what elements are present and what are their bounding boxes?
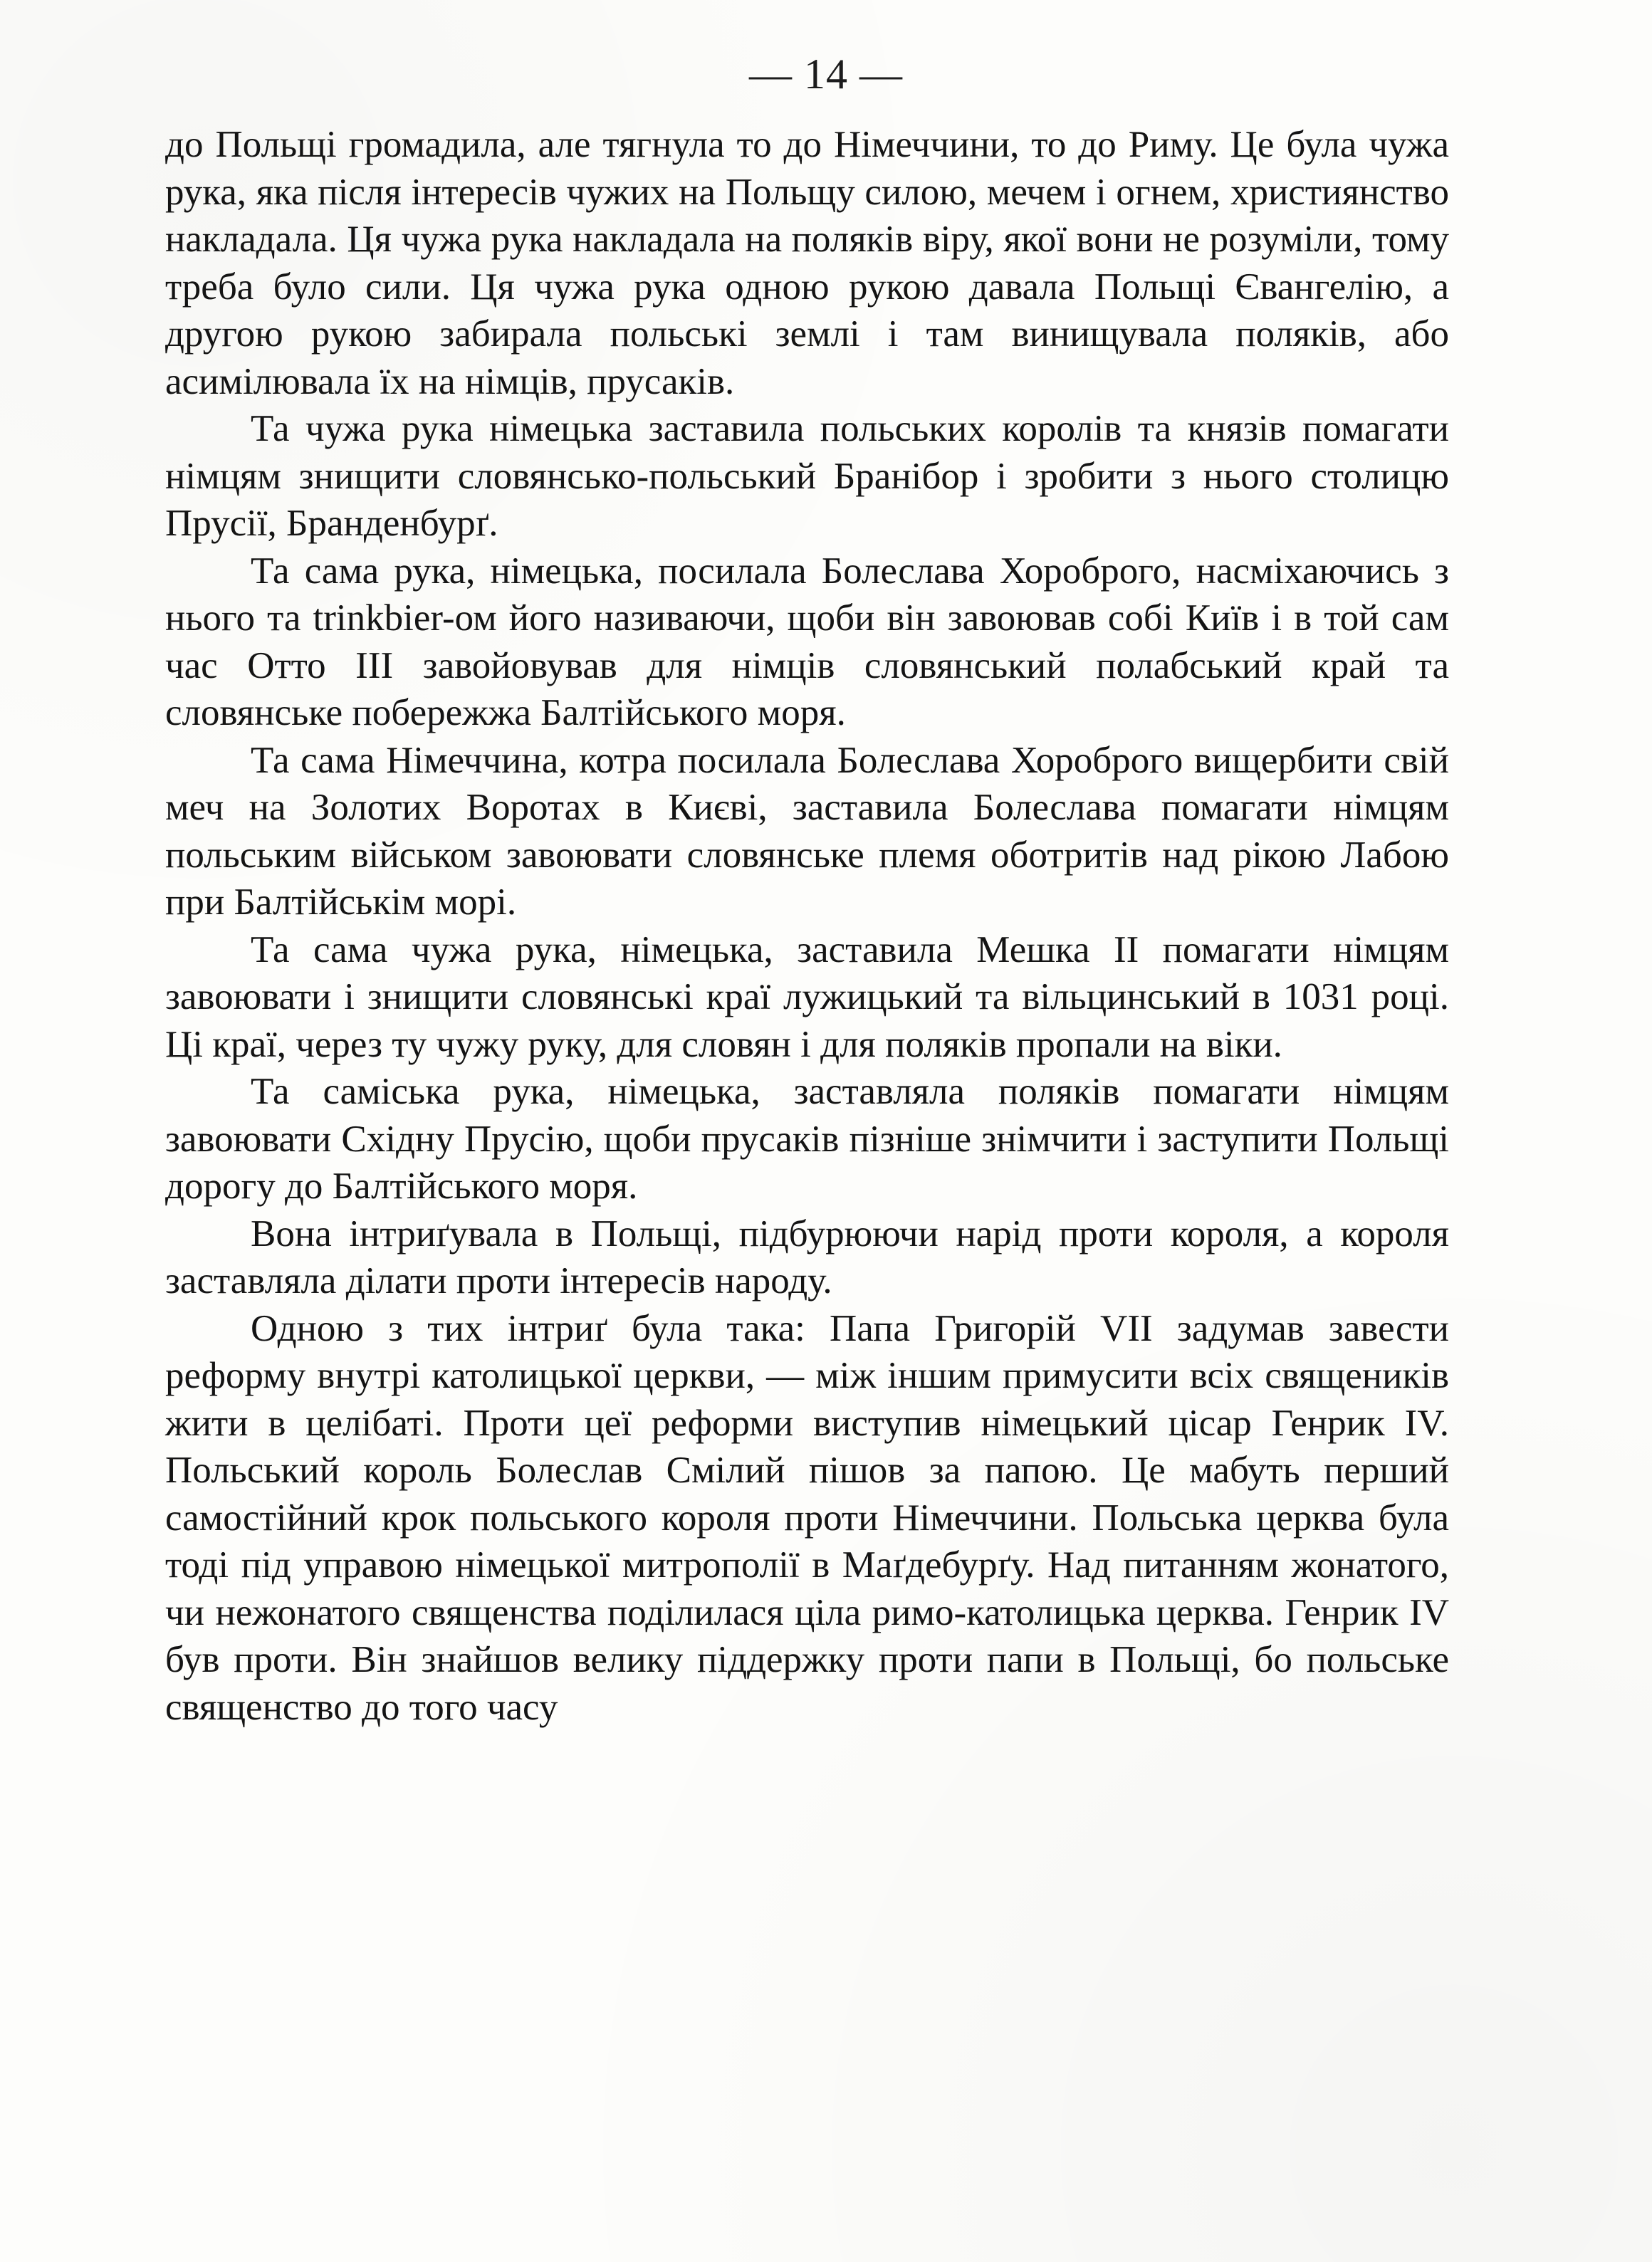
paragraph-golden-gate: Та сама Німеччина, котра посилала Болеслава Хороброго вищербити свій меч на Золотих Воротах в Києві, заставила Болеслава помагати німцям польським військом завоювати словянське племя оботритів над рікою Лабою при Балтійськім морі. xyxy=(165,739,1449,923)
paragraph-intrigues: Вона інтриґувала в Польщі, підбурюючи нарід проти короля, а короля заставляла ділати проти інтересів народу. xyxy=(165,1213,1449,1302)
paragraph-branibor: Та чужа рука німецька заставила польських королів та князів помагати німцям знищити словянсько-польський Бранібор і зробити з нього столицю Прусії, Бранденбурґ. xyxy=(165,408,1449,544)
paragraph-boleslav-kyiv: Та сама рука, німецька, посилала Болеслава Хороброго, насміхаючись з нього та trinkbier-ом його називаючи, щоби він завоював собі Київ і в той сам час Отто III завойовував для німців словянський полабський край та словянське побережжа Балтійського моря. xyxy=(165,550,1449,733)
page-number: — 14 — xyxy=(749,51,903,98)
paragraph-continuation: до Польщі громадила, але тягнула то до Німеччини, то до Риму. Це була чужа рука, яка після інтересів чужих на Польщу силою, мечем і огнем, християнство накладала. Ця чужа рука накладала на поляків віру, якої вони не розуміли, тому треба було сили. Ця чужа рука одною рукою давала Польщі Євангелію, а другою рукою забирала польські землі і там винищувала поляків, або асимілювала їх на німців, прусаків. xyxy=(165,124,1449,402)
body-text xyxy=(165,121,1449,1731)
paragraph-east-prussia: Та саміська рука, німецька, заставляла поляків помагати німцям завоювати Східну Прусію, щоби прусаків пізніше знімчити і заступити Польщі дорогу до Балтійського моря. xyxy=(165,1071,1449,1207)
paragraph-mieszko: Та сама чужа рука, німецька, заставила Мешка II помагати німцям завоювати і знищити словянські краї лужицький та вільцинський в 1031 році. Ці краї, через ту чужу руку, для словян і для поляків пропали на віки. xyxy=(165,928,1449,1065)
paragraph-gregory-vii: Одною з тих інтриґ була така: Папа Григорій VII задумав завести реформу внутрі католицької церкви, — між іншим примусити всіх священиків жити в целібаті. Проти цеї реформи виступив німецький цісар Генрик IV. Польський король Болеслав Смілий пішов за папою. Це мабуть перший самостійний крок польського короля проти Німеччини. Польська церква була тоді під управою німецької митрополії в Маґдебурґу. Над питанням жонатого, чи нежонатого священства поділилася ціла римо-католицька церква. Генрик IV був проти. Він знайшов велику піддержку проти папи в Польщі, бо польське священство до того часу xyxy=(165,1307,1449,1728)
